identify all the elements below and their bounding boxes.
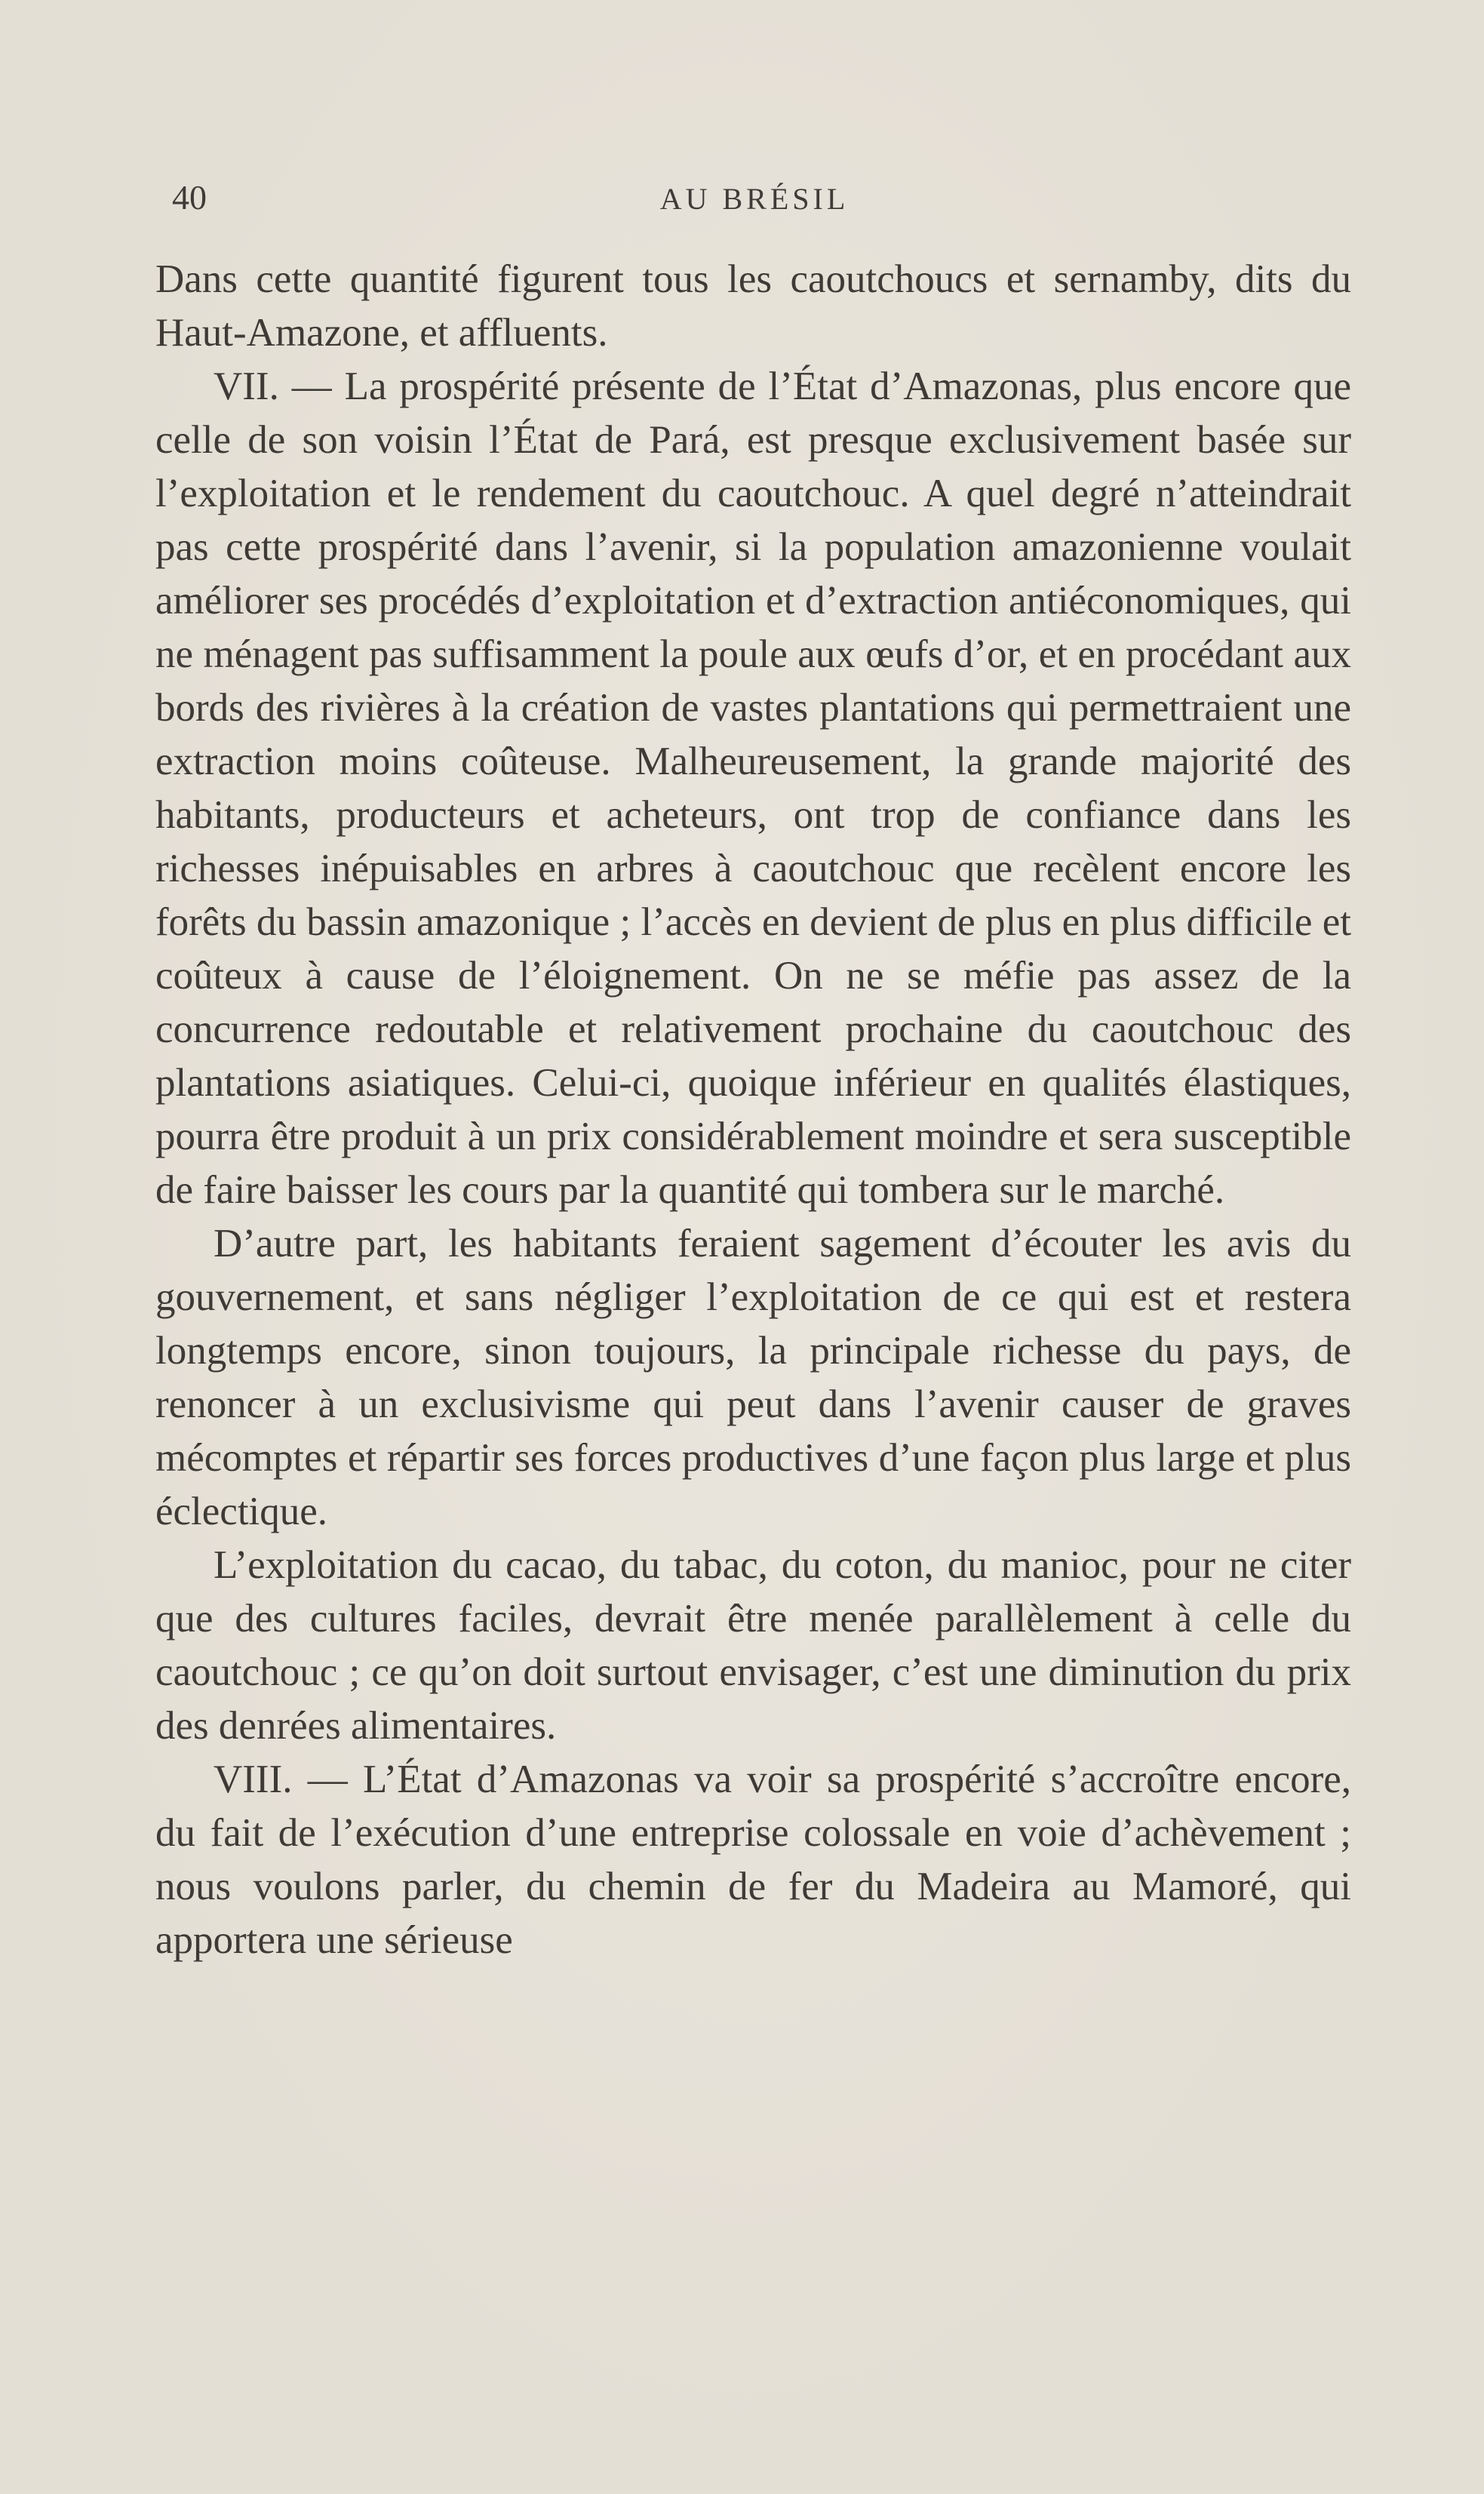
running-title: AU BRÉSIL: [659, 182, 850, 216]
paragraph-section-vii: VII. — La prospérité présente de l’État d’Amazonas, plus encore que celle de son voisin l’État de Pará, est presque exclusivement basée sur l’exploitation et le rendement du caoutchouc. A quel degré n’atteindrait pas cette prospérité dans l’avenir, si la population amazonienne voulait améliorer ses procédés d’exploitation et d’extraction antiéconomiques, qui ne ménagent pas suffisamment la poule aux œufs d’or, et en procédant aux bords des rivières à la création de vastes plantations qui permettraient une extraction moins coûteuse. Malheureusement, la grande majorité des habitants, producteurs et acheteurs, ont trop de confiance dans les richesses inépuisables en arbres à caoutchouc que recèlent encore les forêts du bassin amazonique ; l’accès en devient de plus en plus difficile et coûteux à cause de l’éloignement. On ne se méfie pas assez de la concurrence redoutable et relativement prochaine du caoutchouc des plantations asiatiques. Celui-ci, quoique inférieur en qualités élastiques, pourra être produit à un prix considérablement moindre et sera susceptible de faire baisser les cours par la quantité qui tombera sur le marché.: [155, 364, 1351, 1212]
page-number: 40: [172, 178, 207, 217]
page-header: [0, 175, 1484, 220]
paragraph-section-viii: VIII. — L’État d’Amazonas va voir sa prospérité s’accroître encore, du fait de l’exécution d’une entreprise colossale en voie d’achèvement ; nous voulons parler, du chemin de fer du Madeira au Mamoré, qui apportera une sérieuse: [155, 1757, 1351, 1962]
body-text: [155, 253, 1351, 1967]
paragraph-inhabitants: D’autre part, les habitants feraient sagement d’écouter les avis du gouvernement, et sans négliger l’exploitation de ce qui est et restera longtemps encore, sinon toujours, la principale richesse du pays, de renoncer à un exclusivisme qui peut dans l’avenir causer de graves mécomptes et répartir ses forces productives d’une façon plus large et plus éclectique.: [155, 1222, 1351, 1533]
paragraph-crops: L’exploitation du cacao, du tabac, du coton, du manioc, pour ne citer que des cultures faciles, devrait être menée parallèlement à celle du caoutchouc ; ce qu’on doit surtout envisager, c’est une diminution du prix des denrées alimentaires.: [155, 1543, 1351, 1748]
paragraph-continuation: Dans cette quantité figurent tous les caoutchoucs et sernamby, dits du Haut-Amazone, et affluents.: [155, 257, 1351, 355]
